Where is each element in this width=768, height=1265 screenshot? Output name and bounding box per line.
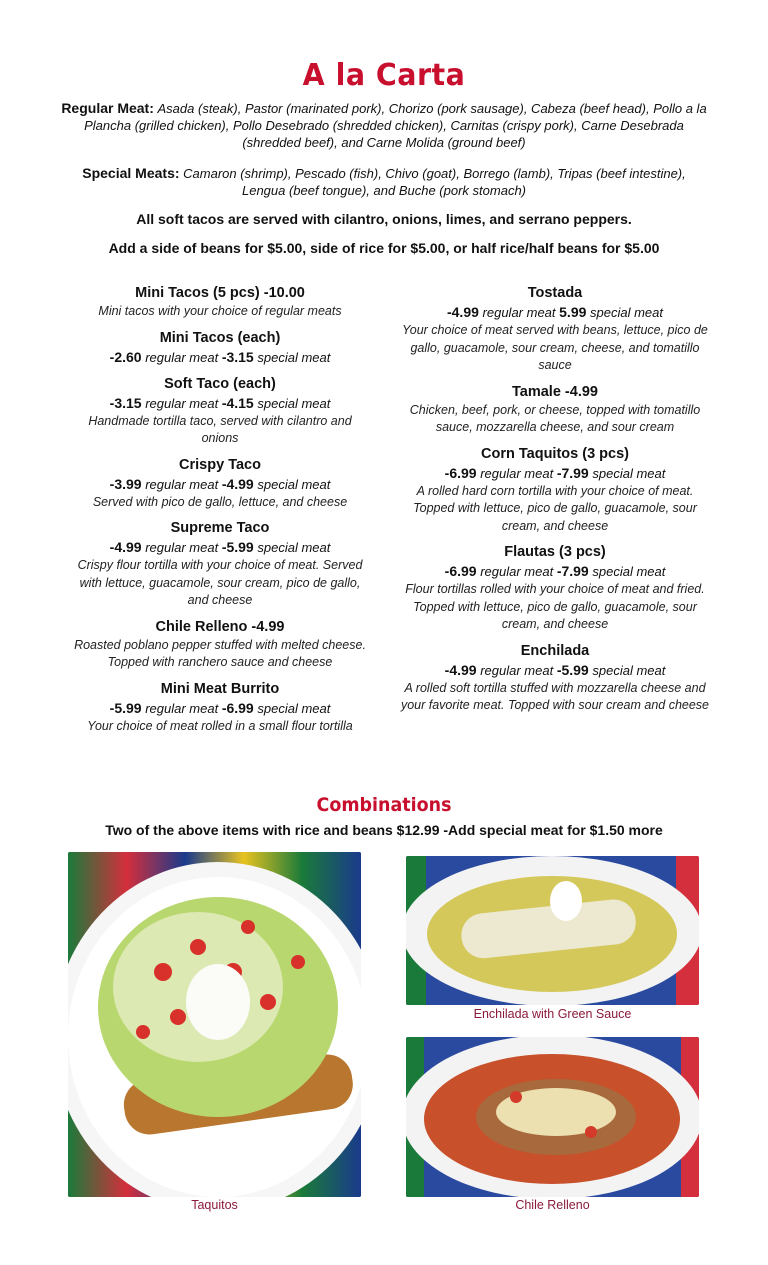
- chile-relleno-photo: [406, 1037, 699, 1197]
- item-description: A rolled hard corn tortilla with your choice of meat. Topped with lettuce, pico de gallo, guacamole, sour cream, and cheese: [413, 483, 697, 533]
- menu-item: [70, 374, 370, 448]
- menu-item: [400, 641, 710, 715]
- regular-price: -6.99: [444, 563, 477, 579]
- regular-label: regular meat: [480, 465, 554, 481]
- item-prices: [70, 394, 370, 413]
- special-label: special meat: [257, 540, 331, 555]
- special-price: -4.99: [221, 475, 254, 492]
- item-description: Roasted poblano pepper stuffed with melted cheese. Topped with ranchero sauce and cheese: [74, 637, 366, 669]
- menu-item: [70, 518, 370, 610]
- item-prices: [400, 303, 710, 322]
- special-label: special meat: [257, 700, 331, 716]
- item-name: Mini Meat Burrito: [160, 680, 280, 697]
- regular-price: -5.99: [109, 699, 142, 716]
- regular-label: regular meat: [145, 349, 219, 365]
- special-meat-list: [60, 165, 708, 199]
- menu-item: [400, 444, 710, 536]
- chile-relleno-caption: Chile Relleno: [515, 1198, 590, 1212]
- menu-item: [400, 382, 710, 437]
- item-name: Supreme Taco: [170, 520, 270, 536]
- regular-meat-label: Regular Meat:: [61, 100, 154, 116]
- regular-meat-list: [60, 100, 708, 151]
- menu-item: [70, 617, 370, 672]
- page-title: A la Carta: [302, 58, 466, 93]
- special-label: special meat: [257, 395, 331, 411]
- item-description: Served with pico de gallo, lettuce, and cheese: [92, 494, 348, 509]
- item-description: Handmade tortilla taco, served with cilantro and onions: [88, 413, 352, 445]
- regular-price: -4.99: [444, 661, 477, 678]
- special-price: -7.99: [556, 464, 589, 481]
- regular-meat-text: Asada (steak), Pastor (marinated pork), Chorizo (pork sausage), Cabeza (beef head), Pollo a la Plancha (grilled chicken), Pollo Desebrado (shredded chicken), Carnitas (crispy pork), Carne Desebrada (shredded beef), and Carne Molida (ground beef): [84, 101, 707, 150]
- special-meat-label: Special Meats:: [82, 165, 180, 181]
- special-label: special meat: [590, 305, 663, 320]
- item-description: Chicken, beef, pork, or cheese, topped with tomatillo sauce, mozzarella cheese, and sour cream: [409, 402, 701, 434]
- item-description: Your choice of meat served with beans, lettuce, pico de gallo, guacamole, sour cream, cheese, and tomatillo sauce: [402, 323, 708, 372]
- chile-relleno-illustration: [406, 1037, 699, 1197]
- regular-label: regular meat: [145, 476, 219, 492]
- item-name: Soft Taco (each): [164, 375, 276, 392]
- regular-price: -4.99: [109, 539, 142, 555]
- regular-label: regular meat: [482, 305, 556, 320]
- menu-item: [400, 283, 710, 375]
- taquitos-illustration: [68, 852, 361, 1197]
- special-price: -6.99: [221, 699, 254, 716]
- item-name: Crispy Taco: [179, 456, 261, 473]
- regular-price: -3.99: [109, 475, 142, 492]
- item-name: Tostada: [527, 285, 583, 301]
- item-description: Your choice of meat rolled in a small flour tortilla: [87, 718, 353, 733]
- item-prices: [70, 538, 370, 557]
- menu-item: [70, 679, 370, 736]
- combinations-title: Combinations: [316, 794, 452, 816]
- enchilada-illustration: [406, 856, 699, 1005]
- combinations-description: Two of the above items with rice and beans $12.99 -Add special meat for $1.50 more: [105, 822, 663, 838]
- item-prices: [70, 699, 370, 718]
- regular-price: -3.15: [109, 394, 142, 411]
- item-name: Corn Taquitos (3 pcs): [481, 445, 629, 462]
- regular-label: regular meat: [145, 540, 219, 555]
- regular-label: regular meat: [480, 662, 554, 678]
- special-price: 5.99: [559, 304, 587, 320]
- item-description: A rolled soft tortilla stuffed with mozzarella cheese and your favorite meat. Topped with sour cream and cheese: [400, 680, 710, 712]
- item-description: Mini tacos with your choice of regular meats: [98, 304, 342, 318]
- item-prices: [400, 562, 710, 581]
- item-name: Mini Tacos (5 pcs) -10.00: [135, 285, 305, 301]
- special-price: -4.15: [221, 394, 254, 411]
- special-price: -5.99: [221, 539, 254, 555]
- item-description: Flour tortillas rolled with your choice of meat and fried. Topped with lettuce, pico de gallo, guacamole, sour cream, and cheese: [405, 582, 705, 631]
- item-prices: [70, 475, 370, 494]
- menu-item: [70, 455, 370, 512]
- special-label: special meat: [257, 476, 331, 492]
- item-description: Crispy flour tortilla with your choice of meat. Served with lettuce, guacamole, sour cream, pico de gallo, and cheese: [77, 558, 363, 607]
- item-name: Tamale -4.99: [512, 383, 598, 400]
- sides-note: Add a side of beans for $5.00, side of rice for $5.00, or half rice/half beans for $5.00: [108, 240, 660, 256]
- item-name: Enchilada: [520, 642, 590, 659]
- item-prices: [400, 661, 710, 680]
- regular-label: regular meat: [145, 395, 219, 411]
- regular-price: -2.60: [109, 348, 142, 365]
- special-label: special meat: [592, 662, 666, 678]
- special-price: -7.99: [556, 563, 589, 579]
- menu-item: [70, 283, 370, 321]
- item-name: Flautas (3 pcs): [504, 544, 606, 560]
- special-label: special meat: [592, 465, 666, 481]
- special-price: -3.15: [221, 348, 254, 365]
- taquitos-caption: Taquitos: [191, 1198, 238, 1212]
- regular-price: -6.99: [444, 464, 477, 481]
- menu-column-right: [400, 283, 710, 722]
- menu-column-left: [70, 283, 370, 742]
- item-name: Mini Tacos (each): [159, 329, 281, 346]
- special-label: special meat: [592, 564, 666, 579]
- menu-item: [400, 542, 710, 634]
- special-label: special meat: [257, 349, 331, 365]
- soft-taco-note: All soft tacos are served with cilantro, onions, limes, and serrano peppers.: [136, 211, 632, 227]
- taquitos-photo: [68, 852, 361, 1197]
- regular-price: -4.99: [446, 304, 479, 320]
- enchilada-photo: [406, 856, 699, 1005]
- regular-label: regular meat: [145, 700, 219, 716]
- regular-label: regular meat: [480, 564, 554, 579]
- menu-item: [70, 328, 370, 367]
- item-prices: [400, 464, 710, 483]
- item-name: Chile Relleno -4.99: [155, 618, 285, 635]
- special-meat-text: Camaron (shrimp), Pescado (fish), Chivo (goat), Borrego (lamb), Tripas (beef intestine), Lengua (beef tongue), and Buche (pork stomach): [183, 166, 686, 198]
- item-prices: [70, 348, 370, 367]
- enchilada-caption: Enchilada with Green Sauce: [473, 1007, 632, 1021]
- special-price: -5.99: [556, 661, 589, 678]
